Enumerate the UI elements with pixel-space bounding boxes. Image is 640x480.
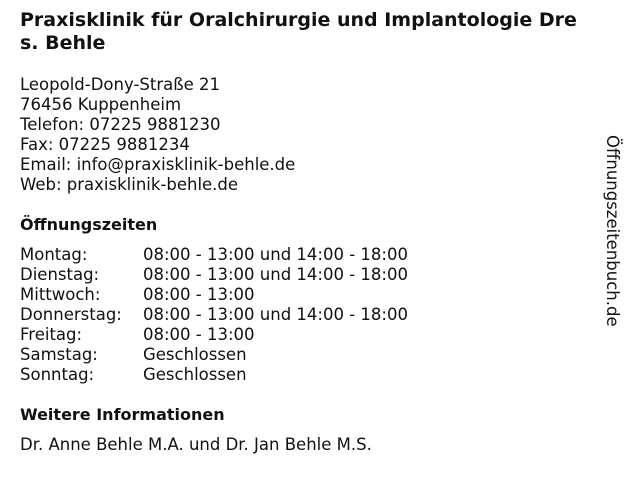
address-city: 76456 Kuppenheim [20, 95, 182, 114]
opening-hours-table [20, 245, 590, 385]
day-label: Donnerstag: [20, 305, 122, 324]
further-info-heading: Weitere Informationen [20, 405, 225, 424]
day-hours: Geschlossen [143, 345, 247, 364]
day-label: Dienstag: [20, 265, 100, 284]
day-hours: 08:00 - 13:00 und 14:00 - 18:00 [143, 245, 408, 264]
day-label: Mittwoch: [20, 285, 101, 304]
hours-row-saturday [20, 345, 590, 365]
address-street: Leopold-Dony-Straße 21 [20, 75, 221, 94]
further-info-text: Dr. Anne Behle M.A. und Dr. Jan Behle M.S. [20, 435, 372, 454]
web-line: Web: praxisklinik-behle.de [20, 175, 239, 194]
hours-row-tuesday [20, 265, 590, 285]
day-hours: 08:00 - 13:00 [143, 325, 255, 344]
contact-block [20, 75, 590, 195]
hours-row-friday [20, 325, 590, 345]
day-label: Montag: [20, 245, 88, 264]
hours-row-wednesday [20, 285, 590, 305]
clinic-info-panel [20, 9, 590, 455]
day-label: Sonntag: [20, 365, 95, 384]
hours-row-sunday [20, 365, 590, 385]
day-hours: Geschlossen [143, 365, 247, 384]
brand-watermark: Öffnungszeitenbuch.de [603, 135, 622, 327]
clinic-name: Praxisklinik für Oralchirurgie und Implantologie Dres. Behle [20, 9, 577, 54]
day-label: Freitag: [20, 325, 83, 344]
email-line: Email: info@praxisklinik-behle.de [20, 155, 296, 174]
opening-hours-heading: Öffnungszeiten [20, 215, 158, 234]
day-label: Samstag: [20, 345, 98, 364]
day-hours: 08:00 - 13:00 und 14:00 - 18:00 [143, 265, 408, 284]
fax-line: Fax: 07225 9881234 [20, 135, 190, 154]
hours-row-thursday [20, 305, 590, 325]
day-hours: 08:00 - 13:00 [143, 285, 255, 304]
hours-row-monday [20, 245, 590, 265]
phone-line: Telefon: 07225 9881230 [20, 115, 221, 134]
day-hours: 08:00 - 13:00 und 14:00 - 18:00 [143, 305, 408, 324]
